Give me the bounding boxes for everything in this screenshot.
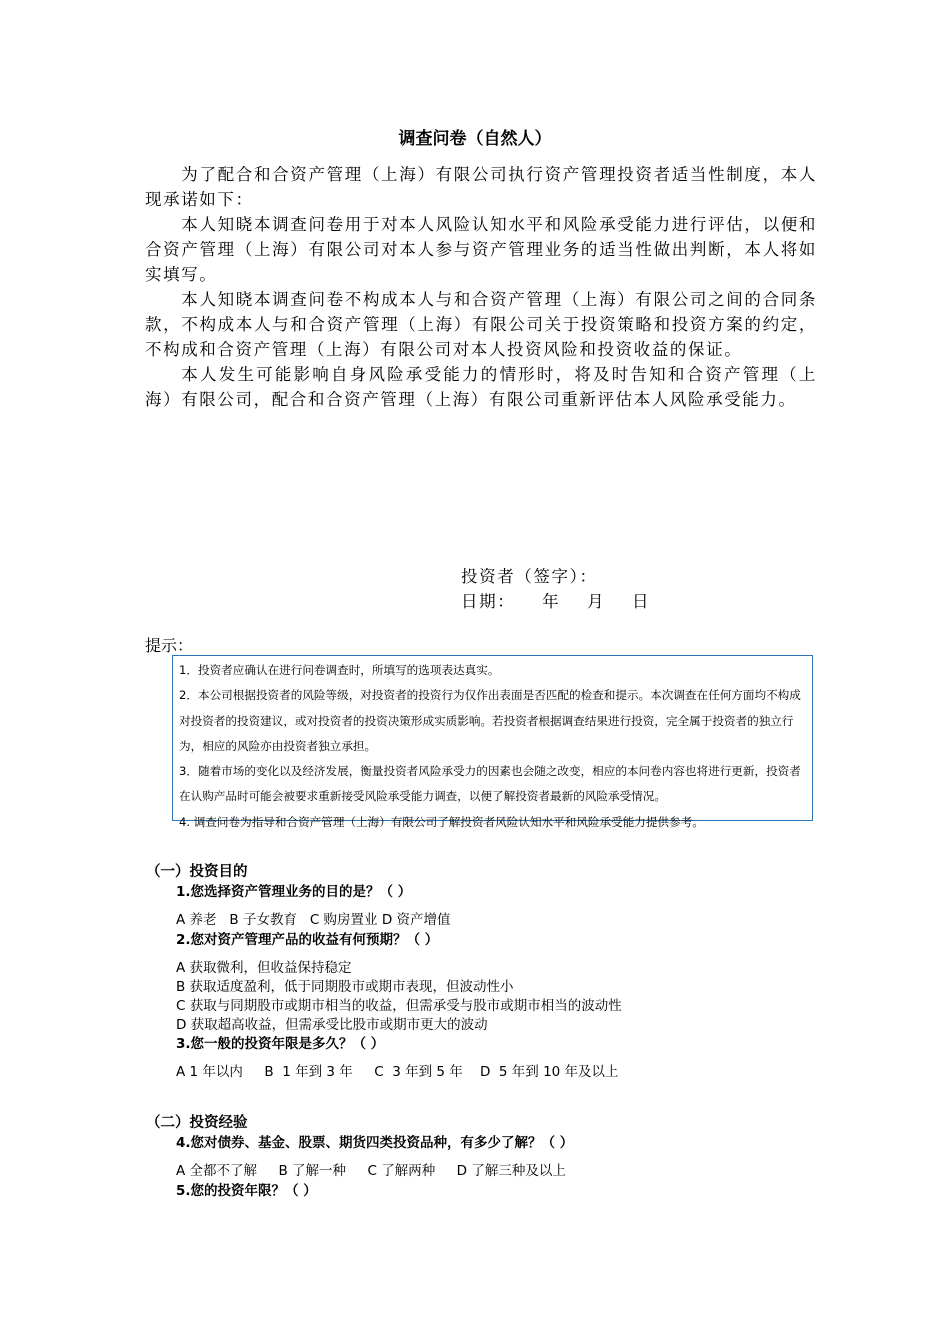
tip-item: 3．随着市场的变化以及经济发展，衡量投资者风险承受力的因素也会随之改变，相应的本问卷内容也将进行更新，投资者在认购产品时可能会被要求重新接受风险承受能力调查，以便了解投资者最新的风险承受情况。 bbox=[179, 764, 801, 804]
intro-paragraphs bbox=[145, 162, 817, 412]
question-3-options: A 1 年以内 B 1 年到 3 年 C 3 年到 5 年 D 5 年到 10 年及以上 bbox=[176, 1064, 619, 1080]
section-heading-investment-experience: （二）投资经验 bbox=[146, 1115, 248, 1131]
intro-paragraph: 本人知晓本调查问卷用于对本人风险认知水平和风险承受能力进行评估，以便和合资产管理（上海）有限公司对本人参与资产管理业务的适当性做出判断，本人将如实填写。 bbox=[145, 215, 817, 284]
intro-paragraph: 本人知晓本调查问卷不构成本人与和合资产管理（上海）有限公司之间的合同条款，不构成本人与和合资产管理（上海）有限公司关于投资策略和投资方案的约定，不构成和合资产管理（上海）有限公司对本人投资风险和投资收益的保证。 bbox=[145, 290, 817, 359]
question-2: 2.您对资产管理产品的收益有何预期？（ ） bbox=[176, 932, 439, 948]
question-1: 1.您选择资产管理业务的目的是？（ ） bbox=[176, 884, 412, 900]
question-4: 4.您对债券、基金、股票、期货四类投资品种，有多少了解？（ ） bbox=[176, 1135, 574, 1151]
tips-box bbox=[172, 655, 813, 829]
page-title: 调查问卷（自然人） bbox=[398, 129, 552, 149]
tip-item: 4. 调查问卷为指导和合资产管理（上海）有限公司了解投资者风险认知水平和风险承受能力提供参考。 bbox=[179, 814, 704, 829]
question-1-options: A 养老 B 子女教育 C 购房置业 D 资产增值 bbox=[176, 912, 451, 928]
question-2-option-d: D 获取超高收益，但需承受比股市或期市更大的波动 bbox=[176, 1017, 488, 1033]
question-3: 3.您一般的投资年限是多久？（ ） bbox=[176, 1036, 385, 1052]
date-label: 日期： 年 月 日 bbox=[461, 592, 651, 611]
tip-item: 1．投资者应确认在进行问卷调查时，所填写的选项表达真实。 bbox=[179, 663, 500, 677]
question-4-options: A 全都不了解 B 了解一种 C 了解两种 D 了解三种及以上 bbox=[176, 1163, 566, 1179]
question-2-option-a: A 获取微利，但收益保持稳定 bbox=[176, 960, 352, 976]
tip-item: 2．本公司根据投资者的风险等级，对投资者的投资行为仅作出表面是否匹配的检查和提示。本次调查在任何方面均不构成对投资者的投资建议，或对投资者的投资决策形成实质影响。若投资者根据调查结果进行投资，完全属于投资者的独立行为，相应的风险亦由投资者独立承担。 bbox=[179, 688, 801, 753]
section-heading-investment-purpose: （一）投资目的 bbox=[146, 864, 248, 880]
question-2-option-c: C 获取与同期股市或期市相当的收益，但需承受与股市或期市相当的波动性 bbox=[176, 998, 622, 1014]
intro-paragraph: 为了配合和合资产管理（上海）有限公司执行资产管理投资者适当性制度，本人现承诺如下： bbox=[145, 165, 817, 209]
investor-signature-label: 投资者（签字）： bbox=[461, 567, 598, 586]
intro-paragraph: 本人发生可能影响自身风险承受能力的情形时，将及时告知和合资产管理（上海）有限公司，配合和合资产管理（上海）有限公司重新评估本人风险承受能力。 bbox=[145, 365, 817, 409]
question-5: 5.您的投资年限？（ ） bbox=[176, 1183, 317, 1199]
question-2-option-b: B 获取适度盈利，低于同期股市或期市表现，但波动性小 bbox=[176, 979, 514, 995]
tips-label: 提示： bbox=[145, 636, 194, 655]
